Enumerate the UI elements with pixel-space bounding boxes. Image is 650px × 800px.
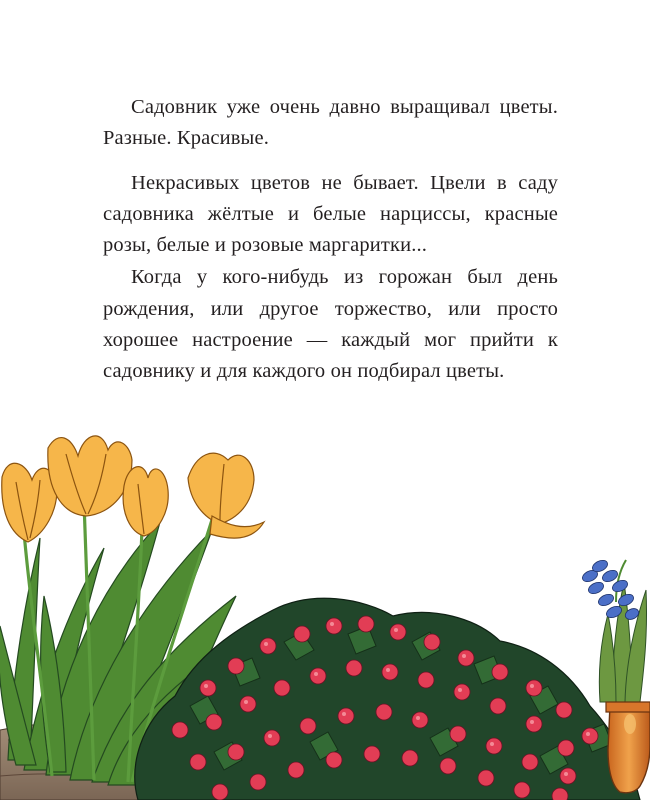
story-paragraph: Когда у кого-нибудь из горожан был день рождения, или другое торжество, или просто хорошее настроение — каждый мог прийти к садовнику и для каждого он подбирал цветы.	[103, 266, 558, 383]
story-paragraph: Садовник уже очень давно выращивал цветы. Разные. Красивые.	[103, 96, 558, 150]
tulip-icon	[2, 463, 57, 542]
tulip-icon	[188, 453, 264, 538]
tulip-icon	[48, 436, 132, 516]
story-text	[103, 92, 558, 388]
hyacinth-icon	[581, 558, 641, 621]
tulip-icon	[123, 467, 168, 536]
story-paragraph: Некрасивых цветов не бывает. Цвели в саду садовника жёлтые и белые нарциссы, красные розы, белые и розовые маргаритки...	[103, 171, 558, 257]
garden-illustration	[0, 420, 650, 800]
garden-illustration-svg	[0, 420, 650, 800]
